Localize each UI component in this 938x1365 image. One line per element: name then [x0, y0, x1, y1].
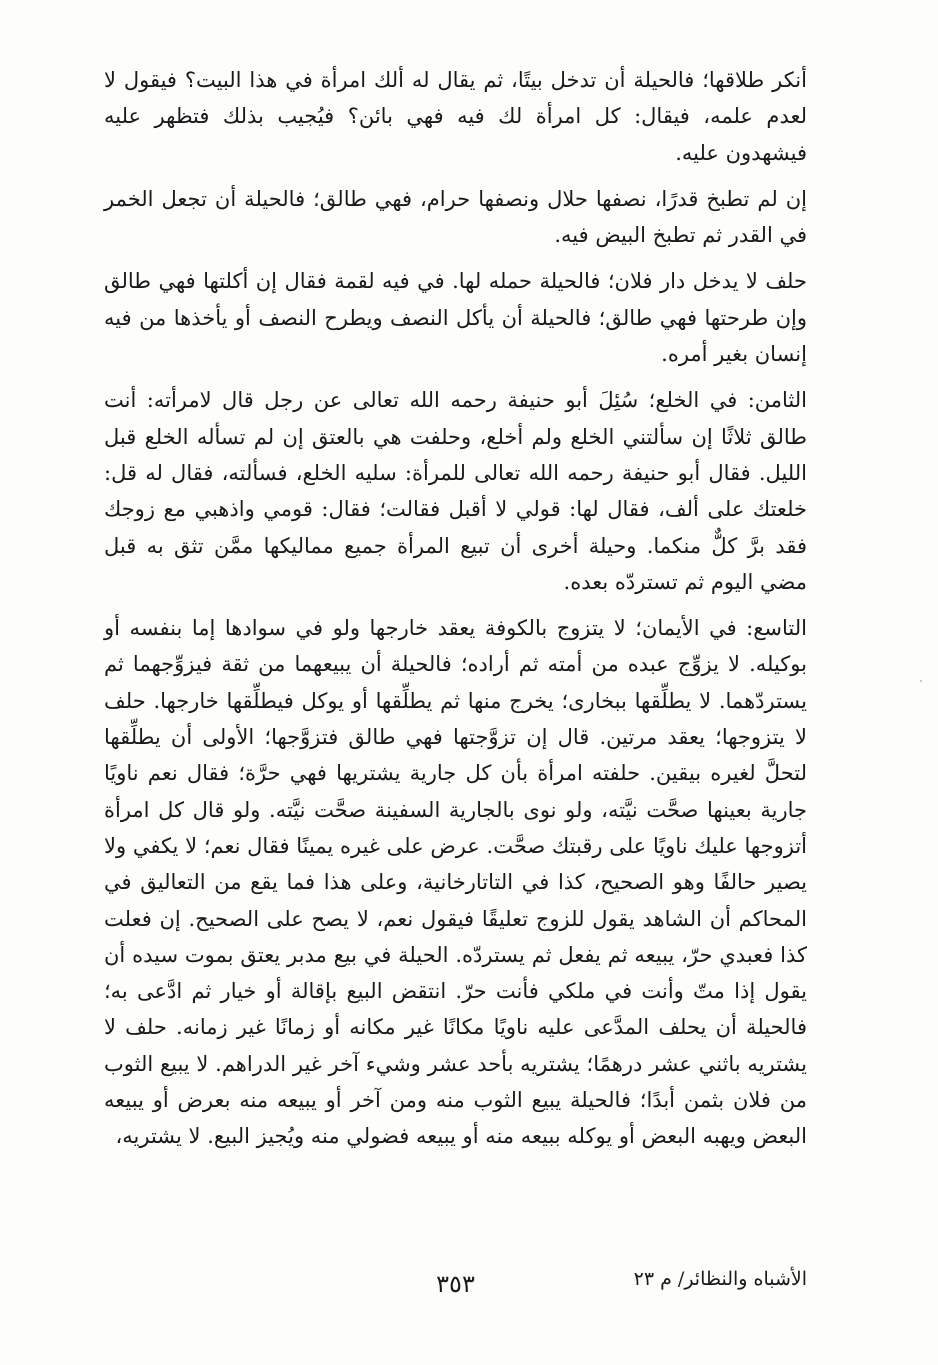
- paragraph: أنكر طلاقها؛ فالحيلة أن تدخل بيتًا، ثم يقال له ألك امرأة في هذا البيت؟ فيقول لا لعدم علمه، فيقال: كل امرأة لك فيه فهي بائن؟ فيُجيب بذلك فتظهر عليه فيشهدون عليه.: [104, 68, 807, 165]
- paragraph: إن لم تطبخ قدرًا، نصفها حلال ونصفها حرام، فهي طالق؛ فالحيلة أن تجعل الخمر في القدر ثم تطبخ البيض فيه.: [104, 186, 807, 248]
- page-body: [104, 62, 807, 1165]
- paragraph: حلف لا يدخل دار فلان؛ فالحيلة حمله لها. في فيه لقمة فقال إن أكلتها فهي طالق وإن طرحتها فهي طالق؛ فالحيلة أن يأكل النصف ويطرح النصف أو يأخذها من فيه إنسان بغير أمره.: [104, 269, 807, 367]
- paragraph: التاسع: في الأيمان؛ لا يتزوج بالكوفة يعقد خارجها ولو في سوادها إما بنفسه أو بوكيله. لا يزوِّج عبده من أمته ثم أراده؛ فالحيلة أن يبيعهما من ثقة فيزوِّجهما ثم يستردّهما. لا يطلِّقها ببخارى؛ يخرج منها ثم يطلِّقها أو يوكل فيطلِّقها خارجها. حلف لا يتزوجها؛ يعقد مرتين. قال إن تزوَّجتها فهي طالق فتزوَّجها؛ الأولى أن يطلِّقها لتحلَّ لغيره بيقين. حلفته امرأة بأن كل جارية يشتريها فهي حرَّة؛ فقال نعم ناويًا جارية بعينها صحَّت نيَّته، ولو نوى بالجارية السفينة صحَّت نيَّته. ولو قال كل امرأة أتزوجها عليك ناويًا على رقبتك صحَّت. عرض على غيره يمينًا فقال نعم؛ لا يكفي ولا يصير حالفًا وهو الصحيح، كذا في التاتارخانية، وعلى هذا فما يقع من التعاليق في المحاكم أن الشاهد يقول للزوج تعليقًا فيقول نعم، لا يصح على الصحيح. إن فعلت كذا فعبدي حرّ، يبيعه ثم يفعل ثم يستردّه. الحيلة في بيع مدبر يعتق بموت سيده أن يقول إذا متّ وأنت في ملكي فأنت حرّ. انتقض البيع بإقالة أو خيار ثم ادَّعى به؛ فالحيلة أن يحلف المدَّعى عليه ناويًا مكانًا غير مكانه أو زمانًا غير زمانه. حلف لا يشتريه باثني عشر درهمًا؛ يشتريه بأحد عشر وشيء آخر غير الدراهم. لا يبيع الثوب من فلان بثمن أبدًا؛ فالحيلة يبيع الثوب منه ومن آخر أو يبيعه منه بعرض أو يبيعه البعض ويهبه البعض أو يوكله ببيعه منه أو يبيعه فضولي منه ويُجيز البيع. لا يشتريه،: [104, 616, 807, 1149]
- page-footer: [104, 1268, 807, 1308]
- paragraph: الثامن: في الخلع؛ سُئِلَ أبو حنيفة رحمه الله تعالى عن رجل قال لامرأته: أنت طالق ثلاثًا إن سألتني الخلع ولم أخلع، وحلفت هي بالعتق إن لم تسأله الخلع قبل الليل. فقال أبو حنيفة رحمه الله تعالى للمرأة: سليه الخلع، فسألته، فقال له قل: خلعتك على ألف، فقال لها: قولي لا أقبل فقالت؛ فقال: قومي واذهبي مع زوجك فقد برَّ كلٌّ منكما. وحيلة أخرى أن تبيع المرأة جميع مماليكها ممَّن تثق به قبل مضي اليوم ثم تستردّه بعده.: [104, 388, 807, 594]
- scan-speck: [920, 680, 922, 682]
- page-number: ٣٥٣: [436, 1270, 475, 1298]
- footer-source-label: الأشباه والنظائر/ م ٢٣: [633, 1268, 807, 1290]
